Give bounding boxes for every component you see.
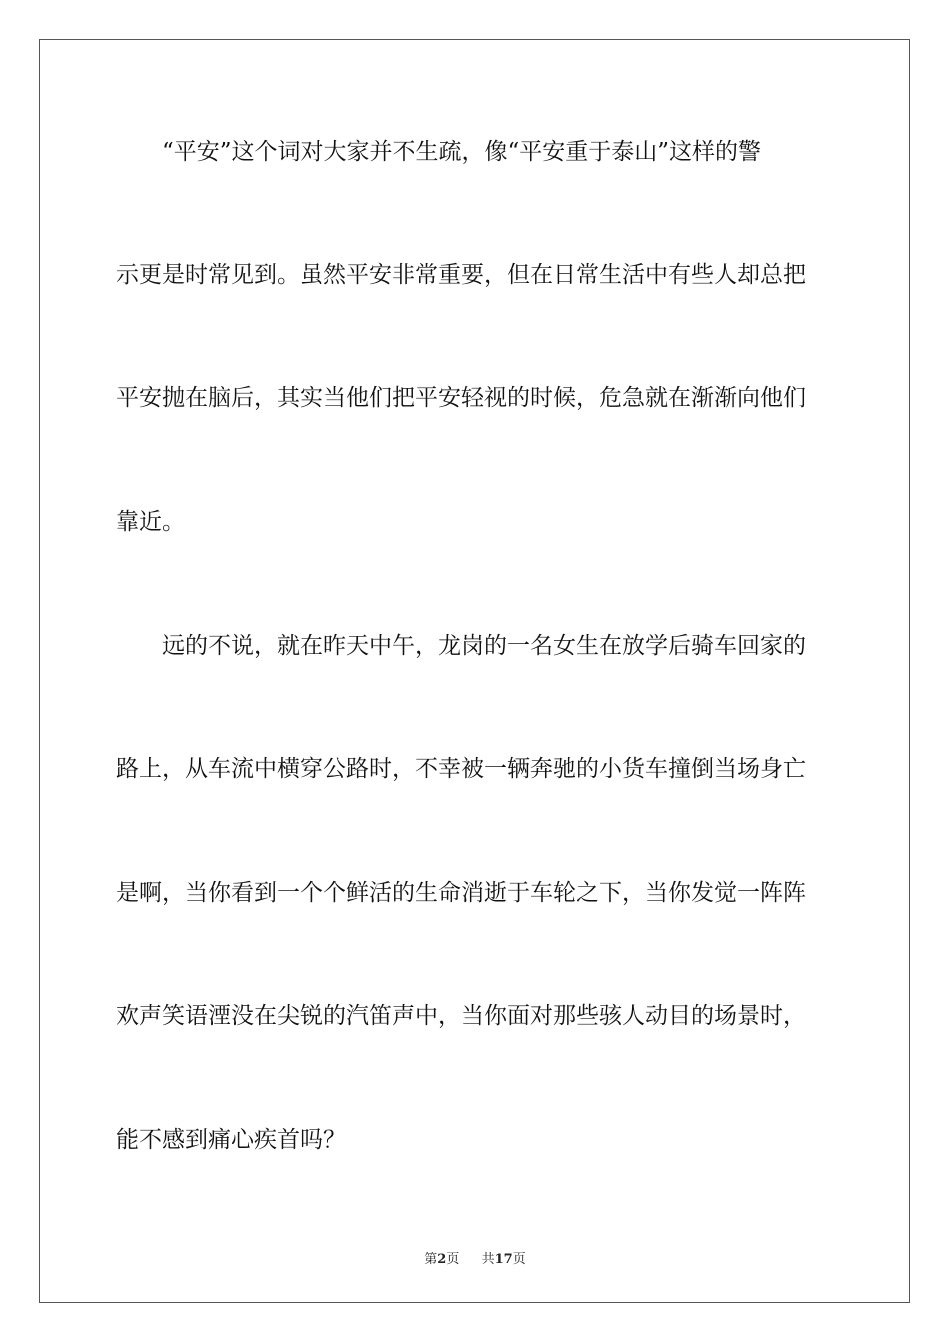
page-footer (0, 1248, 950, 1267)
paragraph-line: 欢声笑语湮没在尖锐的汽笛声中，当你面对那些骇人动目的场景时， (116, 1003, 806, 1029)
total-pages-indicator: 共17页 (481, 1252, 526, 1267)
paragraph-line: “平安”这个词对大家并不生疏，像“平安重于泰山”这样的警 (116, 139, 762, 165)
paragraph-line: 能不感到痛心疾首吗？ (116, 1127, 346, 1153)
page-border (39, 39, 910, 1303)
paragraph-line: 路上，从车流中横穿公路时，不幸被一辆奔驰的小货车撞倒当场身亡 (116, 756, 806, 782)
paragraph-line: 远的不说，就在昨天中午，龙岗的一名女生在放学后骑车回家的 (116, 633, 806, 659)
page-indicator: 第2页 (424, 1252, 460, 1267)
paragraph-line: 靠近。 (116, 509, 185, 535)
paragraph-line: 是啊，当你看到一个个鲜活的生命消逝于车轮之下，当你发觉一阵阵 (116, 880, 806, 906)
paragraph-line: 平安抛在脑后，其实当他们把平安轻视的时候，危急就在渐渐向他们 (116, 385, 806, 411)
paragraph-line: 示更是时常见到。虽然平安非常重要，但在日常生活中有些人却总把 (116, 262, 806, 288)
